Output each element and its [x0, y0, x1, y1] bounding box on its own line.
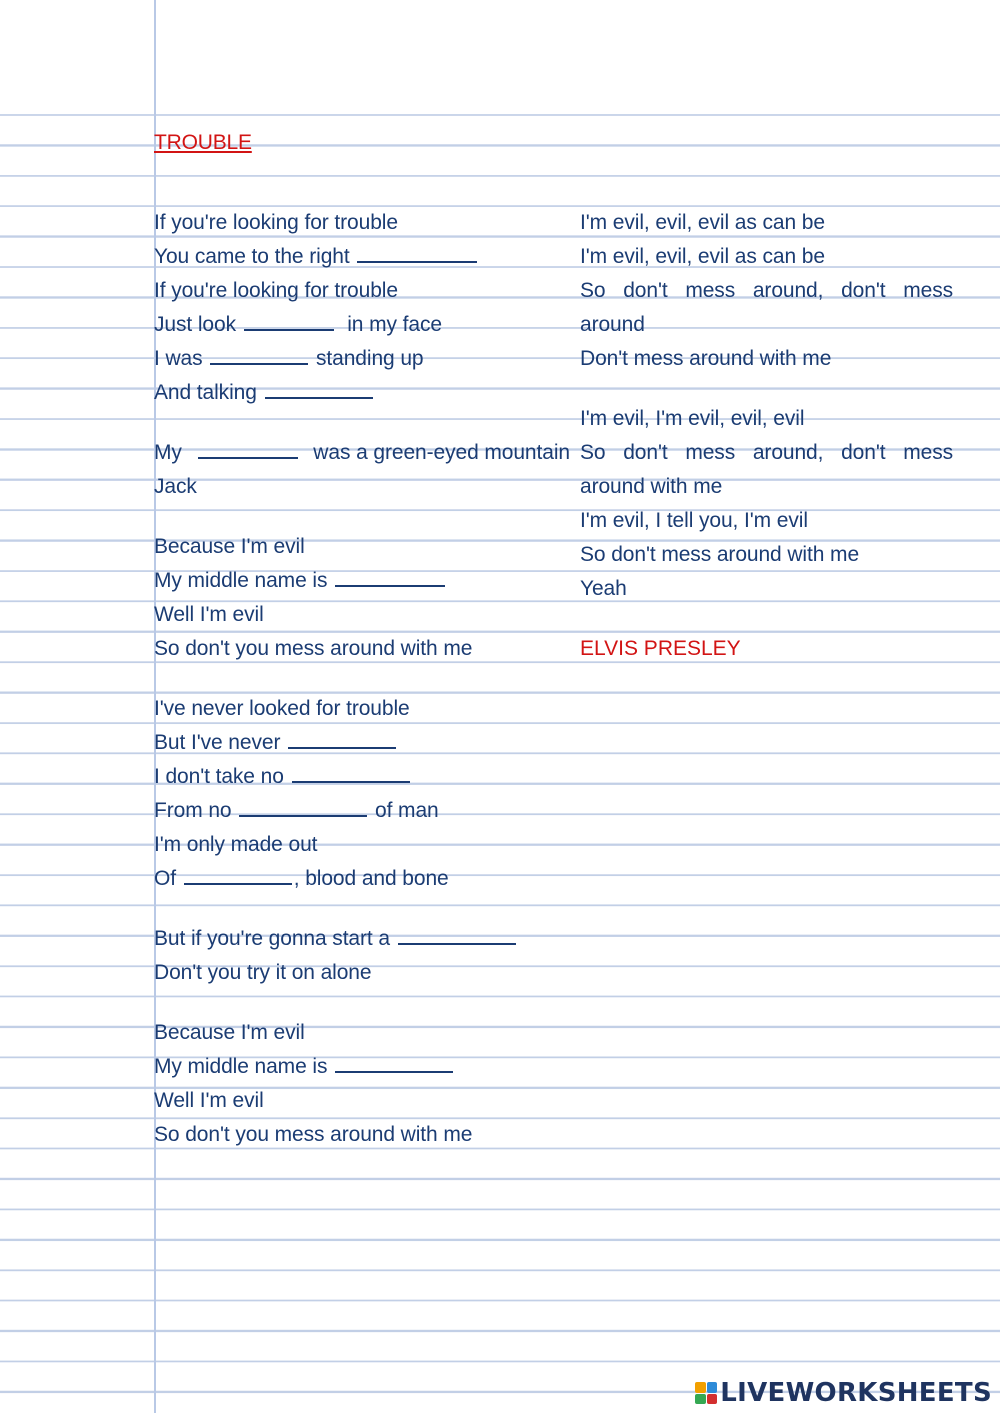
blank-input-look[interactable] [244, 310, 334, 331]
bridge-1 [580, 206, 953, 376]
chorus-1 [154, 530, 570, 666]
verse-2 [154, 436, 570, 504]
blank-input-take-no[interactable] [292, 762, 410, 783]
blank-input-my[interactable] [198, 438, 298, 459]
lyric-line [154, 726, 570, 760]
chorus-2 [154, 1016, 570, 1152]
lyric-line: If you're looking for trouble [154, 279, 398, 302]
blank-input-of[interactable] [184, 864, 292, 885]
lyric-text: And talking [154, 381, 257, 404]
lyric-line: So don't you mess around with me [154, 637, 473, 660]
lyric-line: Well I'm evil [154, 1089, 264, 1112]
lyric-line [154, 862, 570, 896]
lyric-text: of man [375, 799, 439, 822]
lyrics-left-column [154, 206, 570, 1178]
lyrics-right-column [580, 206, 953, 666]
lyric-line [154, 436, 570, 504]
artist-name: ELVIS PRESLEY [580, 637, 741, 660]
blank-input-middle-name[interactable] [335, 566, 445, 587]
lyric-line [154, 308, 570, 342]
lyric-line [154, 376, 570, 410]
verse-4 [154, 922, 570, 990]
blank-input-talking[interactable] [265, 378, 373, 399]
lyric-line: I'm evil, evil, evil as can be [580, 211, 825, 234]
lyric-text: From no [154, 799, 232, 822]
lyric-line: So don't you mess around with me [154, 1123, 473, 1146]
lyric-line [154, 794, 570, 828]
lyric-text: was a green-eyed mountain Jack [154, 441, 570, 498]
lyric-line: Well I'm evil [154, 603, 264, 626]
lyric-line [154, 240, 570, 274]
liveworksheets-logo-icon [695, 1382, 717, 1404]
liveworksheets-brand [695, 1378, 992, 1408]
blank-input-start-a[interactable] [398, 924, 516, 945]
lyric-text: I don't take no [154, 765, 284, 788]
lyric-text: standing up [316, 347, 424, 370]
lyric-text: I was [154, 347, 203, 370]
lyric-line [154, 760, 570, 794]
blank-input-was[interactable] [210, 344, 308, 365]
lyric-line: So don't mess around, don't mess around [580, 279, 953, 336]
lyric-line: So don't mess around with me [580, 543, 860, 566]
outro [580, 402, 953, 606]
lyric-text: My [154, 441, 182, 464]
lyric-line: So don't mess around, don't mess around with me [580, 441, 953, 498]
verse-1 [154, 206, 570, 410]
verse-3 [154, 692, 570, 896]
lyric-line [154, 564, 570, 598]
lyric-text: , blood and bone [293, 867, 449, 890]
lyric-line: Because I'm evil [154, 1021, 305, 1044]
lyric-line: I'm evil, evil, evil as can be [580, 245, 825, 268]
lyric-line [154, 922, 570, 956]
blank-input-right[interactable] [357, 242, 477, 263]
lyric-text: My middle name is [154, 569, 328, 592]
lyric-line: Because I'm evil [154, 535, 305, 558]
lyric-line: Yeah [580, 577, 627, 600]
lyric-text: But if you're gonna start a [154, 927, 390, 950]
song-title: TROUBLE [154, 131, 252, 154]
lyric-text: Of [154, 867, 176, 890]
lyric-text: But I've never [154, 731, 281, 754]
lyric-line [154, 1050, 570, 1084]
lyric-line: I've never looked for trouble [154, 697, 410, 720]
lyric-line: Don't mess around with me [580, 347, 832, 370]
lyric-line [154, 342, 570, 376]
top-margin [0, 0, 1000, 112]
lyric-text: in my face [347, 313, 442, 336]
blank-input-middle-name-2[interactable] [335, 1052, 453, 1073]
lyric-line: I'm evil, I'm evil, evil, evil [580, 407, 805, 430]
lyric-text: You came to the right [154, 245, 350, 268]
lyric-line: I'm only made out [154, 833, 318, 856]
brand-name: LIVEWORKSHEETS [720, 1378, 992, 1408]
lyric-line: Don't you try it on alone [154, 961, 372, 984]
blank-input-from-no[interactable] [239, 796, 367, 817]
blank-input-never[interactable] [288, 728, 396, 749]
lyric-text: Just look [154, 313, 236, 336]
lyric-text: My middle name is [154, 1055, 328, 1078]
lyric-line: I'm evil, I tell you, I'm evil [580, 509, 808, 532]
lyric-line: If you're looking for trouble [154, 211, 398, 234]
